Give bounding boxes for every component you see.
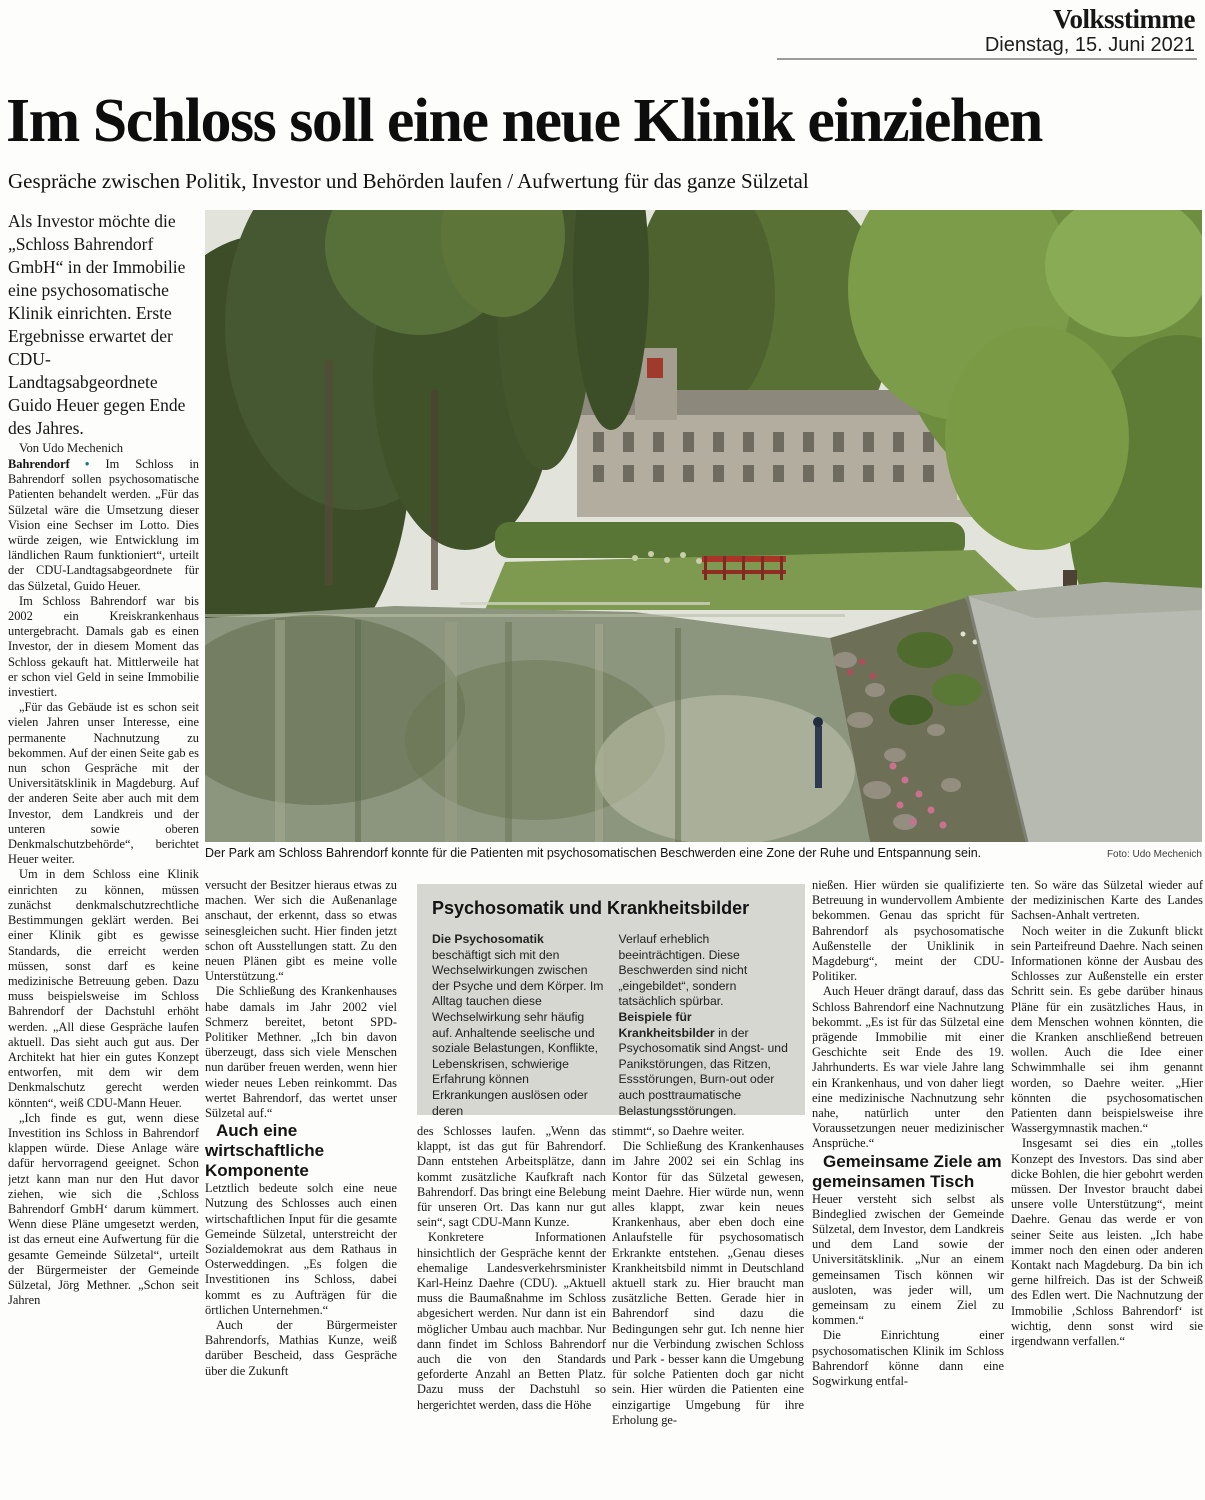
infobox-column-right [619, 932, 791, 1119]
infobox-title: Psychosomatik und Krankheitsbilder [432, 898, 750, 918]
body-paragraph: Letztlich bedeute solch eine neue Nutzung des Schlosses auch einen wirtschaftlichen Input für die gesamte Gemeinde Sülzetal, unterstreicht der Sozialdemokrat aus dem Rathaus in Osterweddingen. „Es folgen die Investitionen ins Schloss, dabei kommt es zu Aufträgen für die örtlichen Unternehmen.“ [205, 1181, 397, 1317]
body-paragraph [8, 456, 199, 594]
section-subhead: Auch eine wirtschaftliche Komponente [205, 1121, 325, 1181]
newspaper-brand: Volksstimme [1052, 4, 1195, 34]
dateline-bullet-icon: ● [71, 459, 103, 468]
column-6 [1011, 878, 1203, 1500]
body-paragraph: Noch weiter in die Zukunft blickt sein Parteifreund Daehre. Nach seinen Informationen könne der Ausbau des Schlosses zur Außenstelle ein erster Schritt sein. Es gebe darüber hinaus Pläne für ein zusätzliches Haus, in dem Menschen wohnen könnten, die die Kranken anschließend betreuen wollen. Auch die Idee einer Schwimmhalle sei ihm genannt worden, so Daehre weiter. „Hier könnten die psychosomatischen Patienten dann beispielsweise ihre Wassergymnastik machen.“ [1011, 923, 1203, 1136]
body-paragraph: des Schlosses laufen. „Wenn das klappt, ist das gut für Bahrendorf. Dann entstehen Arbeitsplätze, dann kommt zusätzliche Kaufkraft nach Bahrendorf. Das bringt eine Belebung für unseren Ort. Das kann nur gut sein“, sagt CDU-Mann Kunze. [417, 1124, 606, 1230]
column-1 [8, 210, 199, 1500]
schloss-park-photo-illustration [205, 210, 1202, 842]
masthead [985, 5, 1195, 57]
body-paragraph: Die Schließung des Krankenhauses habe damals im Jahr 2002 viel Schmerz bereitet, betont SPD-Politiker Methner. „Ich bin davon überzeugt, dass sich viele Menschen nun darüber freuen werden, wenn hier wieder neues Leben reinkommt. Das wertet Bahrendorf, das wertet unser Sülzetal auf.“ [205, 984, 397, 1121]
photo-credit: Foto: Udo Mechenich [1106, 849, 1202, 860]
infobox-paragraph: Verlauf erheblich beeinträchtigen. Diese Beschwerden sind nicht „eingebildet“, sondern tatsächlich spürbar. [618, 932, 748, 1009]
body-paragraph: Heuer versteht sich selbst als Bindeglied zwischen der Gemeinde Sülzetal, dem Investor, dem Landkreis und dem Land sowie der Universitätsklinik. „Nur an einem gemeinsamen Tisch können wir ausloten, was jeder will, um gemeinsam zu einem Ziel zu kommen.“ [812, 1191, 1004, 1328]
infobox-paragraph [432, 932, 604, 1119]
photo-caption: Der Park am Schloss Bahrendorf konnte für die Patienten mit psychosomatischen Beschwerden eine Zone der Ruhe und Entspannung sein. [205, 846, 982, 860]
body-paragraph: Die Schließung des Krankenhauses im Jahre 2002 sei ein Schlag ins Kontor für das Sülzetal gewesen, meint Daehre. Hier würde nun, wenn alles klappt, zwar kein neues Krankenhaus, aber eben doch eine Anlaufstelle für psychosomatisch Erkrankte entstehen. „Genau dieses Krankheitsbild nimmt in Deutschland aktuell stark zu. Hier braucht man zusätzliche Betten. Gerade hier in Bahrendorf sind dazu die Bedingungen sehr gut. Ich nenne hier nur die Verbindung zwischen Schloss und Park - besser kann die Umgebung für solche Patienten doch gar nicht sein. Hier würden die Patienten eine einzigartige Umgebung für ihre Erholung ge- [612, 1139, 804, 1427]
infobox-text: beschäftigt sich mit den Wechselwirkungen zwischen der Psyche und dem Körper. Im Alltag tauchen diese Wechselwirkung sehr häufig auf. Anhaltende seelische und soziale Belastungen, Konflikte, Lebenskrisen, schwierige Erfahrung können Erkrankungen auslösen oder deren [432, 947, 604, 1118]
paragraph-text: Im Schloss in Bahrendorf sollen psychosomatische Patienten behandelt werden. „Für das Sülzetal wäre die Umsetzung dieser Vision eine Sechser im Lotto. Dies würde zeigen, wie Entwicklung im ländlichen Raum funktioniert“, urteilt der CDU-Landtagsabgeordnete für das Sülzetal, Guido Heuer. [8, 457, 199, 593]
body-paragraph: Konkretere Informationen hinsichtlich der Gespräche kennt der ehemalige Landesverkehrsminister Karl-Heinz Daehre (CDU). „Aktuell muss die Baumaßnahme im Schloss abgesichert werden. Nur dann ist ein möglicher Umbau auch machbar. Nur dann findet im Schloss Bahrendorf auch die von den Standards geforderte Anzahl an Betten Platz. Dazu muss der Dachstuhl so hergerichtet werden, dass die Höhe [417, 1230, 606, 1412]
infobox-paragraph [619, 1010, 791, 1119]
infobox-psychosomatik [417, 884, 805, 1118]
body-paragraph: Auch Heuer drängt darauf, dass das Schloss Bahrendorf eine Nachnutzung bekommt. „Es ist für das Sülzetal eine prägende Immobilie mit einer Geschichte seit Ende des 19. Jahrhunderts. Es war viele Jahre lang ein Krankenhaus, und von daher liegt eine medizinische Nachnutzung sehr nahe, natürlich unter den Voraussetzungen neuer medizinischer Ansprüche.“ [812, 984, 1004, 1151]
article-subheadline: Gespräche zwischen Politik, Investor und Behörden laufen / Aufwertung für das ganze Sülzetal [8, 169, 809, 193]
body-paragraph: „Für das Gebäude ist es schon seit vielen Jahren unser Interesse, eine permanente Nachnutzung zu bekommen. Auf der einen Seite gab es nun schon Gespräche mit der Universitätsklinik in Magdeburg. Auf der anderen Seite aber auch mit dem Investor, dem Landkreis und der unteren sowie oberen Denkmalschutzbehörde“, berichtet Heuer weiter. [8, 700, 199, 867]
section-subhead: Gemeinsame Ziele am gemeinsamen Tisch [812, 1151, 1002, 1191]
article-photo [205, 210, 1202, 842]
body-paragraph: stimmt“, so Daehre weiter. [612, 1124, 745, 1138]
lead-paragraph: Als Investor möchte die „Schloss Bahrendorf GmbH“ in der Immobilie eine psychosomatische Klinik einrichten. Erste Ergebnisse erwartet der CDU-Landtagsabgeordnete Guido Heuer gegen Ende des Jahres. [8, 211, 186, 438]
body-paragraph: Die Einrichtung einer psychosomatischen Klinik im Schloss Bahrendorf könne dann eine Sogwirkung entfal- [812, 1328, 1004, 1389]
header-rule [777, 58, 1197, 60]
column-3 [417, 1124, 606, 1500]
infobox-lead: Beispiele für Krankheitsbilder [618, 1009, 715, 1040]
byline: Von Udo Mechenich [19, 441, 123, 455]
column-5 [812, 878, 1004, 1500]
infobox-column-left [432, 932, 604, 1119]
issue-date: Dienstag, 15. Juni 2021 [984, 34, 1195, 56]
photo-caption-row [205, 846, 1202, 860]
body-paragraph: Im Schloss Bahrendorf war bis 2002 ein Kreiskrankenhaus untergebracht. Damals gab es einen Investor, der in diesem Moment das Schloss gekauft hat. Mittlerweile hat er schon viel Geld in seine Immobilie investiert. [8, 593, 199, 700]
body-paragraph: nießen. Hier würden sie qualifizierte Betreuung in wundervollem Ambiente bekommen. Genau das spricht für Bahrendorf als psychosomatische Außenstelle der Uniklinik in Magdeburg“, meint der CDU-Politiker. [812, 878, 1004, 984]
body-paragraph: Insgesamt sei dies ein „tolles Konzept des Investors. Das sind aber dicke Bohlen, die hier gebohrt werden müssen. Der Investor braucht dabei unsere volle Unterstützung“, meint Daehre. Genau das werde er von seiner Seite aus leisten. „Ich habe immer noch den einen oder anderen Kontakt nach Magdeburg. Da bin ich gerne hilfreich. Das ist der Schweiß des Edlen wert. Die Nachnutzung der Immobilie ‚Schloss Bahrendorf‘ ist wichtig, denn sonst wird sie irgendwann verfallen.“ [1011, 1136, 1203, 1349]
body-paragraph: ten. So wäre das Sülzetal wieder auf der medizinischen Karte des Landes Sachsen-Anhalt vertreten. [1011, 878, 1203, 923]
column-4 [612, 1124, 804, 1500]
body-paragraph: „Ich finde es gut, wenn diese Investition ins Schloss in Bahrendorf klappen würde. Diese Anlage wäre dafür hervorragend geeignet. Schon jetzt kann man nur den Hut davor ziehen, wie sich die ‚Schloss Bahrendorf GmbH‘ darum kümmert. Wenn diese Pläne umgesetzt werden, ist das erneut eine Aufwertung für die gesamte Gemeinde Sülzetal“, urteilt der Bürgermeister der Gemeinde Sülzetal, Jörg Methner. „Schon seit Jahren [8, 1110, 199, 1308]
body-paragraph: Um in dem Schloss eine Klinik einrichten zu können, müssen zunächst denkmalschutzrechtliche Bestimmungen geklärt werden. Bei einer Klinik gibt es gewisse Standards, die erreicht werden müssen, sonst darf es keine medizinische Betreuung geben. Dazu muss beispielsweise im Schloss Bahrendorf der Dachstuhl erhöht werden. „All diese Gespräche laufen aktuell. Das sieht auch gut aus. Der Architekt hat hier ein gutes Konzept entworfen, mit dem wir dem Denkmalschutz gerecht werden könnten“, weiß CDU-Mann Heuer. [8, 867, 199, 1110]
infobox-lead: Die Psychosomatik [432, 932, 544, 946]
body-paragraph: Auch der Bürgermeister Bahrendorfs, Mathias Kunze, weiß darüber Bescheid, dass Gespräche über die Zukunft [205, 1318, 397, 1378]
body-paragraph: versucht der Besitzer hieraus etwas zu machen. Wer sich die Außenanlage anschaut, der erkennt, dass so etwas seinesgleichen sucht. Hier finden jetzt schon oft Ausstellungen statt. Zu den neuen Plänen gibt es meine volle Unterstützung.“ [205, 878, 397, 984]
column-2 [205, 878, 397, 1500]
pond [205, 606, 870, 842]
article-headline: Im Schloss soll eine neue Klinik einziehen [6, 87, 1042, 155]
dateline: Bahrendorf [8, 457, 70, 471]
infobox-text: in der Psychosomatik sind Angst- und Panikstörungen, das Ritzen, Essstörungen, Burn-out oder auch posttraumatische Belastungsstörungen. [618, 1025, 788, 1118]
